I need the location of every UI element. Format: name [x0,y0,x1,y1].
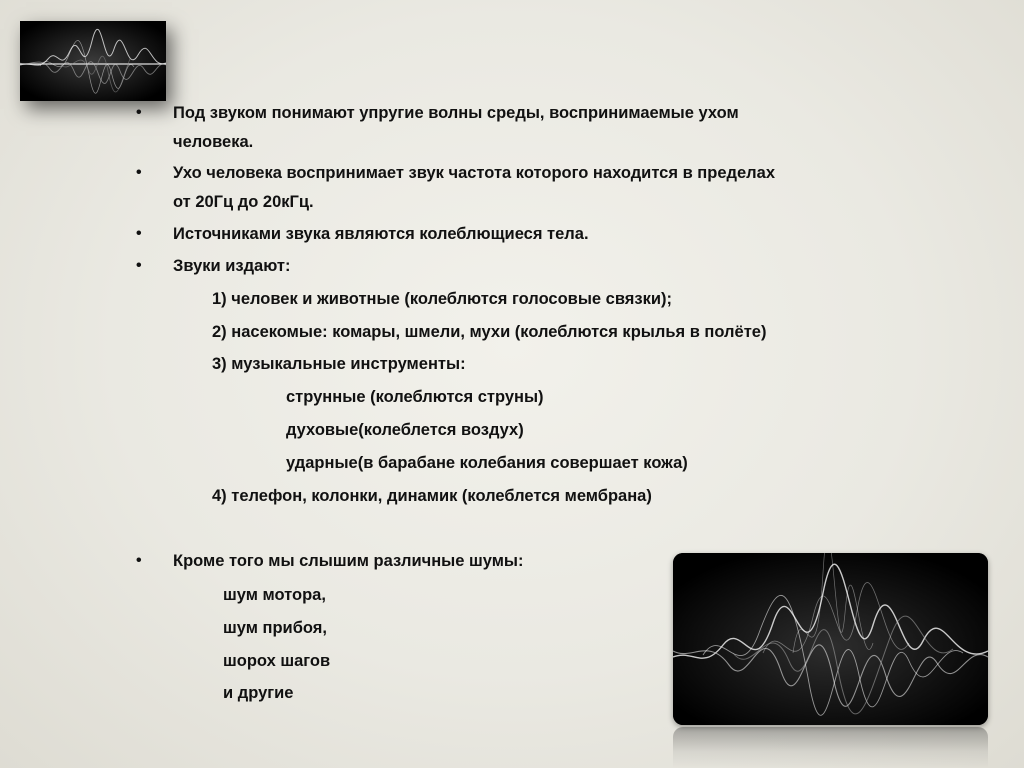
source-item: 4) телефон, колонки, динамик (колеблется мембрана) [212,487,652,505]
bullet-text: Под звуком понимают упругие волны среды, воспринимаемые ухом [173,104,739,122]
source-item: 3) музыкальные инструменты: [212,355,466,373]
bullet-text: Звуки издают: [173,257,291,275]
instrument-item: духовые(колеблется воздух) [286,421,524,439]
instrument-item: струнные (колеблются струны) [286,388,544,406]
source-item: 1) человек и животные (колеблются голосовые связки); [212,290,673,308]
noise-item: и другие [223,684,294,702]
bullet-text: Ухо человека воспринимает звук частота которого находится в пределах [173,164,776,182]
bullet-marker: • [136,225,142,242]
bullet-text: от 20Гц до 20кГц. [173,193,314,211]
noise-item: шум мотора, [223,586,326,604]
bullet-marker: • [136,104,142,121]
noise-item: шум прибоя, [223,619,327,637]
bullet-text: Источниками звука являются колеблющиеся тела. [173,225,589,243]
bullet-text: Кроме того мы слышим различные шумы: [173,552,524,570]
bullet-marker: • [136,552,142,569]
noise-item: шорох шагов [223,652,331,670]
instrument-item: ударные(в барабане колебания совершает кожа) [286,454,688,472]
source-item: 2) насекомые: комары, шмели, мухи (колеблются крылья в полёте) [212,323,767,341]
bullet-marker: • [136,164,142,181]
bullet-text: человека. [173,133,254,151]
bullet-marker: • [136,257,142,274]
